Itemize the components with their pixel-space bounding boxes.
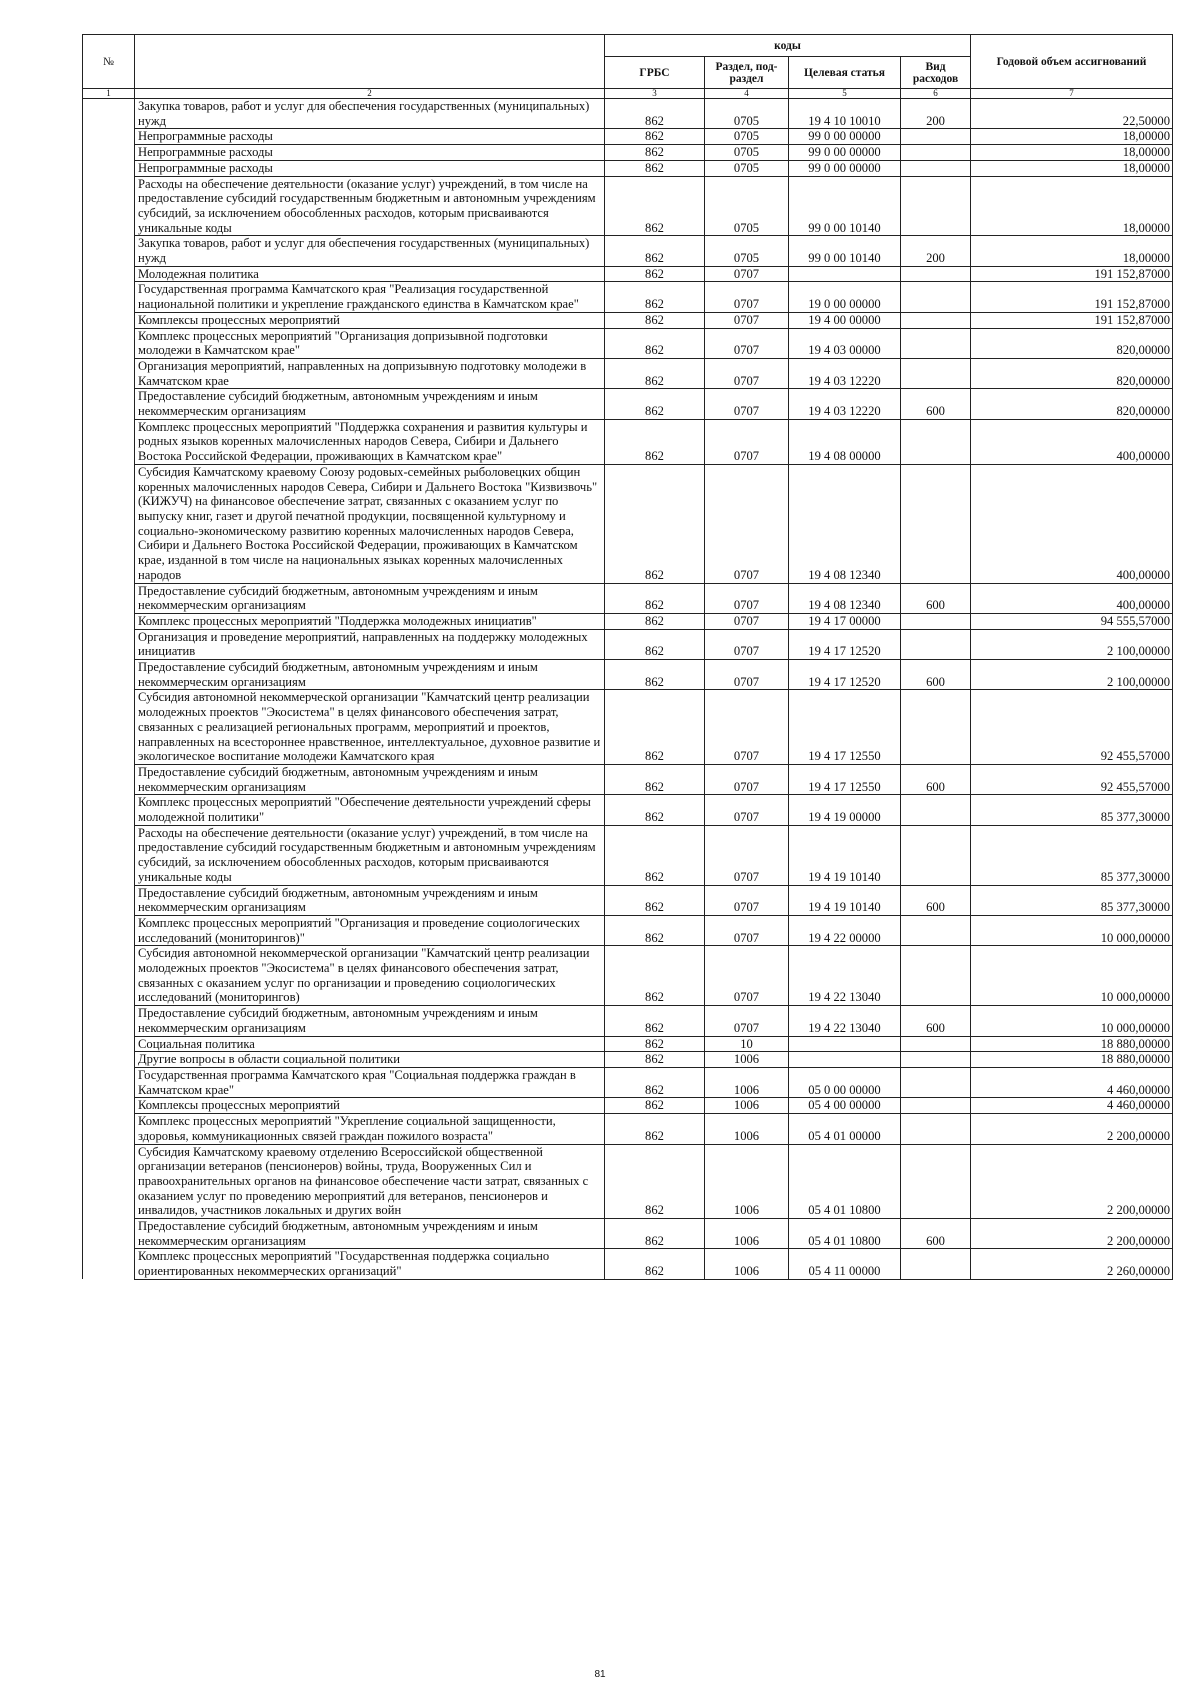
table-row [83,1006,1173,1036]
row-name: Субсидия автономной некоммерческой организации "Камчатский центр реализации молодежных проектов "Экосистема" в целях финансового обеспечения затрат, связанных с оказанием услуг по организации и проведению социологических исследований (мониторингов) [135,946,605,1006]
row-exp-type [901,419,971,464]
row-section: 1006 [705,1114,789,1144]
row-name: Закупка товаров, работ и услуг для обеспечения государственных (муниципальных) нужд [135,99,605,129]
row-exp-type [901,464,971,583]
table-row [83,946,1173,1006]
row-num-cell [83,885,135,915]
row-amount: 4 460,00000 [971,1068,1173,1098]
row-amount: 18,00000 [971,145,1173,161]
row-amount: 18 880,00000 [971,1052,1173,1068]
row-target: 19 4 17 12520 [789,629,901,659]
row-section: 0707 [705,583,789,613]
col-number: 5 [789,89,901,99]
row-num-cell [83,1249,135,1279]
row-grbs: 862 [605,1249,705,1279]
row-target: 19 4 03 12220 [789,389,901,419]
row-name: Комплекс процессных мероприятий "Организация и проведение социологических исследований (мониторингов)" [135,915,605,945]
row-section: 0707 [705,419,789,464]
row-section: 0707 [705,629,789,659]
row-num-cell [83,282,135,312]
table-row [83,358,1173,388]
row-exp-type [901,690,971,765]
row-amount: 191 152,87000 [971,266,1173,282]
row-name: Предоставление субсидий бюджетным, автономным учреждениям и иным некоммерческим организациям [135,583,605,613]
row-num-cell [83,690,135,765]
row-name: Субсидия автономной некоммерческой организации "Камчатский центр реализации молодежных проектов "Экосистема" в целях финансового обеспечения затрат, связанных с реализацией региональных программ, мероприятий и проектов, направленных на всестороннее нравственное, интеллектуальное, духовное развитие и экологическое воспитание молодежи Камчатского края [135,690,605,765]
column-number-row [83,89,1173,99]
row-section: 0705 [705,236,789,266]
row-name: Непрограммные расходы [135,129,605,145]
row-target: 05 4 11 00000 [789,1249,901,1279]
row-grbs: 862 [605,795,705,825]
row-name: Государственная программа Камчатского края "Социальная поддержка граждан в Камчатском крае" [135,1068,605,1098]
table-row [83,419,1173,464]
row-amount: 10 000,00000 [971,1006,1173,1036]
row-target: 99 0 00 10140 [789,236,901,266]
table-row [83,1068,1173,1098]
row-target: 19 4 17 12550 [789,690,901,765]
row-section: 0707 [705,915,789,945]
row-section: 0707 [705,764,789,794]
row-amount: 2 200,00000 [971,1144,1173,1219]
col-number: 3 [605,89,705,99]
row-name: Комплекс процессных мероприятий "Организация допризывной подготовки молодежи в Камчатском крае" [135,328,605,358]
row-exp-type [901,160,971,176]
table-body [83,99,1173,1280]
row-amount: 22,50000 [971,99,1173,129]
row-exp-type [901,915,971,945]
row-section: 0705 [705,99,789,129]
table-row [83,915,1173,945]
row-amount: 18 880,00000 [971,1036,1173,1052]
row-amount: 92 455,57000 [971,690,1173,765]
row-num-cell [83,1068,135,1098]
row-grbs: 862 [605,1098,705,1114]
row-target: 19 4 17 12550 [789,764,901,794]
row-grbs: 862 [605,629,705,659]
row-target: 19 4 19 10140 [789,885,901,915]
row-num-cell [83,764,135,794]
row-target: 19 4 08 12340 [789,583,901,613]
row-amount: 820,00000 [971,358,1173,388]
row-target: 19 4 03 00000 [789,328,901,358]
row-grbs: 862 [605,764,705,794]
row-exp-type [901,358,971,388]
row-num-cell [83,795,135,825]
row-num-cell [83,946,135,1006]
row-exp-type: 600 [901,885,971,915]
row-name: Предоставление субсидий бюджетным, автономным учреждениям и иным некоммерческим организациям [135,1006,605,1036]
row-section: 0707 [705,690,789,765]
table-row [83,145,1173,161]
col-number: 7 [971,89,1173,99]
row-exp-type [901,1036,971,1052]
row-exp-type: 200 [901,99,971,129]
row-target: 19 4 17 00000 [789,613,901,629]
row-amount: 2 200,00000 [971,1114,1173,1144]
row-grbs: 862 [605,129,705,145]
row-section: 0705 [705,145,789,161]
codes-header: коды [605,35,971,57]
grbs-header: ГРБС [605,57,705,89]
row-target: 99 0 00 00000 [789,129,901,145]
row-grbs: 862 [605,1036,705,1052]
budget-table [82,34,1173,1280]
table-row [83,176,1173,236]
row-target: 19 4 00 00000 [789,312,901,328]
row-name: Субсидия Камчатскому краевому Союзу родовых-семейных рыболовецких общин коренных малочисленных народов Севера, Сибири и Дальнего Востока "Кизвизвочь" (КИЖУЧ) на финансовое обеспечение затрат, связанных с оказанием услуг по выпуску книг, газет и другой печатной продукции, посвященной культурному и социально-экономическому развитию коренных малочисленных народов Севера, Сибири и Дальнего Востока Российской Федерации, проживающих в Камчатском крае, изданной в том числе на национальных языках коренных малочисленных народов [135,464,605,583]
row-section: 1006 [705,1219,789,1249]
row-amount: 2 260,00000 [971,1249,1173,1279]
col-number: 6 [901,89,971,99]
row-target: 05 4 00 00000 [789,1098,901,1114]
row-grbs: 862 [605,358,705,388]
row-section: 1006 [705,1068,789,1098]
table-row [83,629,1173,659]
row-num-cell [83,629,135,659]
row-exp-type: 600 [901,389,971,419]
row-section: 0707 [705,946,789,1006]
annual-header: Годовой объем ассигнований [971,35,1173,89]
row-section: 0707 [705,613,789,629]
row-grbs: 862 [605,583,705,613]
row-num-cell [83,99,135,129]
row-target: 99 0 00 00000 [789,145,901,161]
row-amount: 92 455,57000 [971,764,1173,794]
row-name: Комплекс процессных мероприятий "Государственная поддержка социально ориентированных некоммерческих организаций" [135,1249,605,1279]
section-header: Раздел, под-раздел [705,57,789,89]
row-exp-type: 600 [901,1006,971,1036]
row-name: Закупка товаров, работ и услуг для обеспечения государственных (муниципальных) нужд [135,236,605,266]
table-row [83,129,1173,145]
row-grbs: 862 [605,389,705,419]
row-grbs: 862 [605,312,705,328]
row-section: 0707 [705,1006,789,1036]
table-row [83,795,1173,825]
row-section: 0707 [705,358,789,388]
row-amount: 10 000,00000 [971,915,1173,945]
table-row [83,236,1173,266]
row-num-cell [83,464,135,583]
row-exp-type [901,1098,971,1114]
row-num-cell [83,176,135,236]
row-amount: 2 200,00000 [971,1219,1173,1249]
row-amount: 85 377,30000 [971,795,1173,825]
row-grbs: 862 [605,176,705,236]
row-section: 0707 [705,464,789,583]
row-name: Субсидия Камчатскому краевому отделению Всероссийской общественной организации ветеранов (пенсионеров) войны, труда, Вооруженных Сил и правоохранительных органов на финансовое обеспечение части затрат, связанных с оказанием услуг по проведению мероприятий для ветеранов, пенсионеров и инвалидов, участников локальных и других войн [135,1144,605,1219]
row-amount: 400,00000 [971,464,1173,583]
row-exp-type [901,946,971,1006]
row-grbs: 862 [605,660,705,690]
row-grbs: 862 [605,236,705,266]
row-exp-type [901,145,971,161]
row-name: Предоставление субсидий бюджетным, автономным учреждениям и иным некоммерческим организациям [135,1219,605,1249]
table-row [83,825,1173,885]
table-row [83,613,1173,629]
row-num-cell [83,1006,135,1036]
col-number: 1 [83,89,135,99]
row-exp-type [901,1068,971,1098]
row-amount: 18,00000 [971,160,1173,176]
row-grbs: 862 [605,419,705,464]
row-target [789,266,901,282]
table-row [83,389,1173,419]
table-row [83,160,1173,176]
row-name: Комплекс процессных мероприятий "Поддержка сохранения и развития культуры и родных языков коренных малочисленных народов Севера, Сибири и Дальнего Востока Российской Федерации, проживающих в Камчатском крае" [135,419,605,464]
row-grbs: 862 [605,613,705,629]
row-section: 1006 [705,1098,789,1114]
row-exp-type [901,282,971,312]
row-exp-type [901,176,971,236]
row-num-cell [83,825,135,885]
row-section: 0707 [705,266,789,282]
row-num-cell [83,129,135,145]
row-num-cell [83,1114,135,1144]
row-name: Другие вопросы в области социальной политики [135,1052,605,1068]
table-row [83,583,1173,613]
row-num-cell [83,358,135,388]
row-amount: 18,00000 [971,129,1173,145]
row-section: 0705 [705,160,789,176]
row-target: 19 4 08 12340 [789,464,901,583]
row-name: Непрограммные расходы [135,145,605,161]
row-section: 0707 [705,885,789,915]
row-name: Непрограммные расходы [135,160,605,176]
table-row [83,1052,1173,1068]
row-grbs: 862 [605,99,705,129]
row-amount: 400,00000 [971,419,1173,464]
table-row [83,690,1173,765]
row-section: 0707 [705,389,789,419]
row-section: 0707 [705,328,789,358]
row-grbs: 862 [605,1219,705,1249]
row-exp-type [901,629,971,659]
row-num-cell [83,312,135,328]
row-num-cell [83,160,135,176]
row-target [789,1036,901,1052]
table-row [83,266,1173,282]
table-row [83,764,1173,794]
row-section: 0707 [705,795,789,825]
row-num-cell [83,915,135,945]
table-row [83,1219,1173,1249]
row-grbs: 862 [605,266,705,282]
row-name: Предоставление субсидий бюджетным, автономным учреждениям и иным некоммерческим организациям [135,660,605,690]
row-exp-type: 600 [901,764,971,794]
row-exp-type: 600 [901,1219,971,1249]
table-row [83,660,1173,690]
row-grbs: 862 [605,464,705,583]
row-name: Предоставление субсидий бюджетным, автономным учреждениям и иным некоммерческим организациям [135,764,605,794]
table-row [83,1036,1173,1052]
table-row [83,1114,1173,1144]
row-exp-type [901,1249,971,1279]
col-name-header [135,35,605,89]
table-row [83,99,1173,129]
row-num-cell [83,266,135,282]
row-exp-type: 600 [901,660,971,690]
row-grbs: 862 [605,1006,705,1036]
row-num-cell [83,583,135,613]
row-section: 10 [705,1036,789,1052]
row-num-cell [83,1219,135,1249]
row-exp-type [901,1052,971,1068]
row-target [789,1052,901,1068]
row-target: 19 4 10 10010 [789,99,901,129]
table-row [83,1144,1173,1219]
row-target: 19 4 22 13040 [789,946,901,1006]
row-exp-type [901,1144,971,1219]
row-target: 05 0 00 00000 [789,1068,901,1098]
exp-type-header: Вид расходов [901,57,971,89]
row-num-cell [83,1052,135,1068]
row-exp-type [901,266,971,282]
row-target: 19 4 19 00000 [789,795,901,825]
table-row [83,464,1173,583]
table-row [83,1098,1173,1114]
row-exp-type [901,129,971,145]
row-name: Комплексы процессных мероприятий [135,312,605,328]
row-name: Расходы на обеспечение деятельности (оказание услуг) учреждений, в том числе на предоставление субсидий государственным бюджетным и автономным учреждениям субсидий, за исключением обособленных расходов, которым присваиваются уникальные коды [135,825,605,885]
col-num-header: № [83,35,135,89]
page-number: 81 [594,1669,606,1680]
row-amount: 2 100,00000 [971,629,1173,659]
table-row [83,1249,1173,1279]
row-num-cell [83,1144,135,1219]
row-grbs: 862 [605,1052,705,1068]
row-target: 19 4 17 12520 [789,660,901,690]
row-name: Предоставление субсидий бюджетным, автономным учреждениям и иным некоммерческим организациям [135,885,605,915]
row-amount: 820,00000 [971,389,1173,419]
row-grbs: 862 [605,690,705,765]
row-grbs: 862 [605,145,705,161]
table-row [83,885,1173,915]
row-amount: 18,00000 [971,236,1173,266]
row-section: 0707 [705,312,789,328]
row-target: 05 4 01 10800 [789,1144,901,1219]
row-name: Комплекс процессных мероприятий "Обеспечение деятельности учреждений сферы молодежной политики" [135,795,605,825]
row-num-cell [83,1098,135,1114]
row-grbs: 862 [605,1144,705,1219]
row-section: 1006 [705,1249,789,1279]
row-exp-type [901,328,971,358]
row-section: 0707 [705,660,789,690]
row-section: 0707 [705,282,789,312]
row-section: 0705 [705,176,789,236]
row-target: 19 4 19 10140 [789,825,901,885]
row-target: 99 0 00 00000 [789,160,901,176]
row-exp-type: 200 [901,236,971,266]
row-target: 99 0 00 10140 [789,176,901,236]
row-target: 19 4 22 00000 [789,915,901,945]
row-num-cell [83,389,135,419]
row-target: 05 4 01 00000 [789,1114,901,1144]
row-amount: 191 152,87000 [971,312,1173,328]
row-amount: 18,00000 [971,176,1173,236]
row-section: 1006 [705,1052,789,1068]
row-amount: 400,00000 [971,583,1173,613]
row-target: 19 4 03 12220 [789,358,901,388]
row-section: 0705 [705,129,789,145]
table-row [83,312,1173,328]
row-name: Организация и проведение мероприятий, направленных на поддержку молодежных инициатив [135,629,605,659]
row-exp-type [901,825,971,885]
row-grbs: 862 [605,282,705,312]
row-exp-type [901,312,971,328]
row-grbs: 862 [605,825,705,885]
row-section: 0707 [705,825,789,885]
row-exp-type [901,795,971,825]
col-number: 2 [135,89,605,99]
row-exp-type [901,613,971,629]
table-row [83,282,1173,312]
col-number: 4 [705,89,789,99]
row-amount: 191 152,87000 [971,282,1173,312]
row-num-cell [83,328,135,358]
row-name: Социальная политика [135,1036,605,1052]
row-grbs: 862 [605,1114,705,1144]
budget-table-sheet [82,34,1172,1280]
row-name: Предоставление субсидий бюджетным, автономным учреждениям и иным некоммерческим организациям [135,389,605,419]
row-grbs: 862 [605,946,705,1006]
row-amount: 2 100,00000 [971,660,1173,690]
row-target: 19 4 22 13040 [789,1006,901,1036]
row-name: Молодежная политика [135,266,605,282]
row-target: 19 0 00 00000 [789,282,901,312]
row-name: Комплекс процессных мероприятий "Поддержка молодежных инициатив" [135,613,605,629]
row-exp-type [901,1114,971,1144]
row-amount: 85 377,30000 [971,885,1173,915]
row-num-cell [83,1036,135,1052]
row-grbs: 862 [605,160,705,176]
row-grbs: 862 [605,328,705,358]
row-name: Расходы на обеспечение деятельности (оказание услуг) учреждений, в том числе на предоставление субсидий государственным бюджетным и автономным учреждениям субсидий, за исключением обособленных расходов, которым присваиваются уникальные коды [135,176,605,236]
target-header: Целевая статья [789,57,901,89]
row-name: Организация мероприятий, направленных на допризывную подготовку молодежи в Камчатском крае [135,358,605,388]
row-num-cell [83,419,135,464]
row-name: Государственная программа Камчатского края "Реализация государственной национальной политики и укрепление гражданского единства в Камчатском крае" [135,282,605,312]
row-grbs: 862 [605,1068,705,1098]
row-exp-type: 600 [901,583,971,613]
row-grbs: 862 [605,885,705,915]
row-target: 19 4 08 00000 [789,419,901,464]
row-grbs: 862 [605,915,705,945]
row-num-cell [83,236,135,266]
row-amount: 4 460,00000 [971,1098,1173,1114]
row-amount: 820,00000 [971,328,1173,358]
row-section: 1006 [705,1144,789,1219]
row-amount: 10 000,00000 [971,946,1173,1006]
row-num-cell [83,613,135,629]
row-amount: 85 377,30000 [971,825,1173,885]
row-amount: 94 555,57000 [971,613,1173,629]
table-row [83,328,1173,358]
row-target: 05 4 01 10800 [789,1219,901,1249]
row-name: Комплекс процессных мероприятий "Укрепление социальной защищенности, здоровья, коммуникационных связей граждан пожилого возраста" [135,1114,605,1144]
row-name: Комплексы процессных мероприятий [135,1098,605,1114]
row-num-cell [83,145,135,161]
row-num-cell [83,660,135,690]
